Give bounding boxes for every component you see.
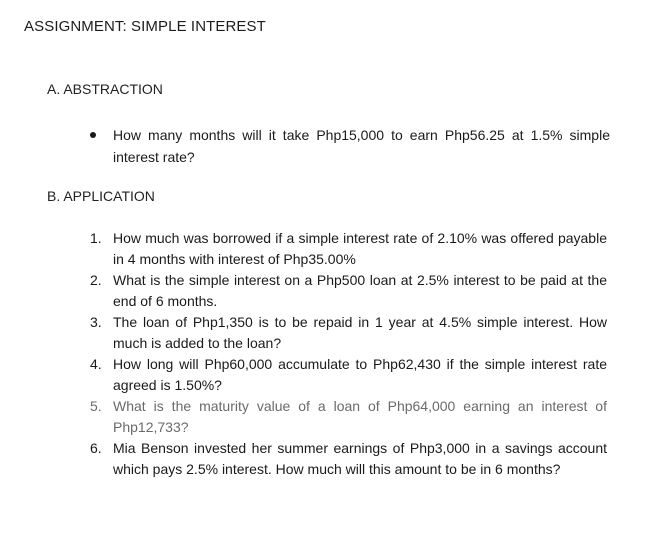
abstraction-list [90, 124, 610, 168]
section-b-heading: B. APPLICATION [47, 188, 155, 204]
application-question-3 [90, 312, 607, 354]
abstraction-question [90, 124, 610, 168]
bullet-icon [90, 132, 96, 138]
application-question-1 [90, 228, 607, 270]
question-text: What is the maturity value of a loan of Php64,000 earning an interest of Php12,733? [113, 398, 607, 435]
application-question-6 [90, 438, 607, 480]
question-number: 2. [90, 272, 102, 288]
question-text: How long will Php60,000 accumulate to Php62,430 if the simple interest rate agreed is 1.50%? [113, 356, 607, 393]
section-a-heading: A. ABSTRACTION [47, 81, 163, 97]
question-text: What is the simple interest on a Php500 loan at 2.5% interest to be paid at the end of 6 months. [113, 272, 607, 309]
abstraction-question-text: How many months will it take Php15,000 to earn Php56.25 at 1.5% simple interest rate? [113, 127, 610, 165]
question-number: 1. [90, 230, 102, 246]
application-question-5 [90, 396, 607, 438]
question-number: 3. [90, 314, 102, 330]
question-text: The loan of Php1,350 is to be repaid in 1 year at 4.5% simple interest. How much is added to the loan? [113, 314, 607, 351]
question-text: How much was borrowed if a simple interest rate of 2.10% was offered payable in 4 months with interest of Php35.00% [113, 230, 607, 267]
question-number: 4. [90, 356, 102, 372]
question-number: 6. [90, 440, 102, 456]
application-list [90, 228, 607, 480]
question-text: Mia Benson invested her summer earnings of Php3,000 in a savings account which pays 2.5% interest. How much will this amount to be in 6 months? [113, 440, 607, 477]
application-question-4 [90, 354, 607, 396]
application-question-2 [90, 270, 607, 312]
question-number: 5. [90, 398, 102, 414]
document-title: ASSIGNMENT: SIMPLE INTEREST [24, 18, 266, 35]
